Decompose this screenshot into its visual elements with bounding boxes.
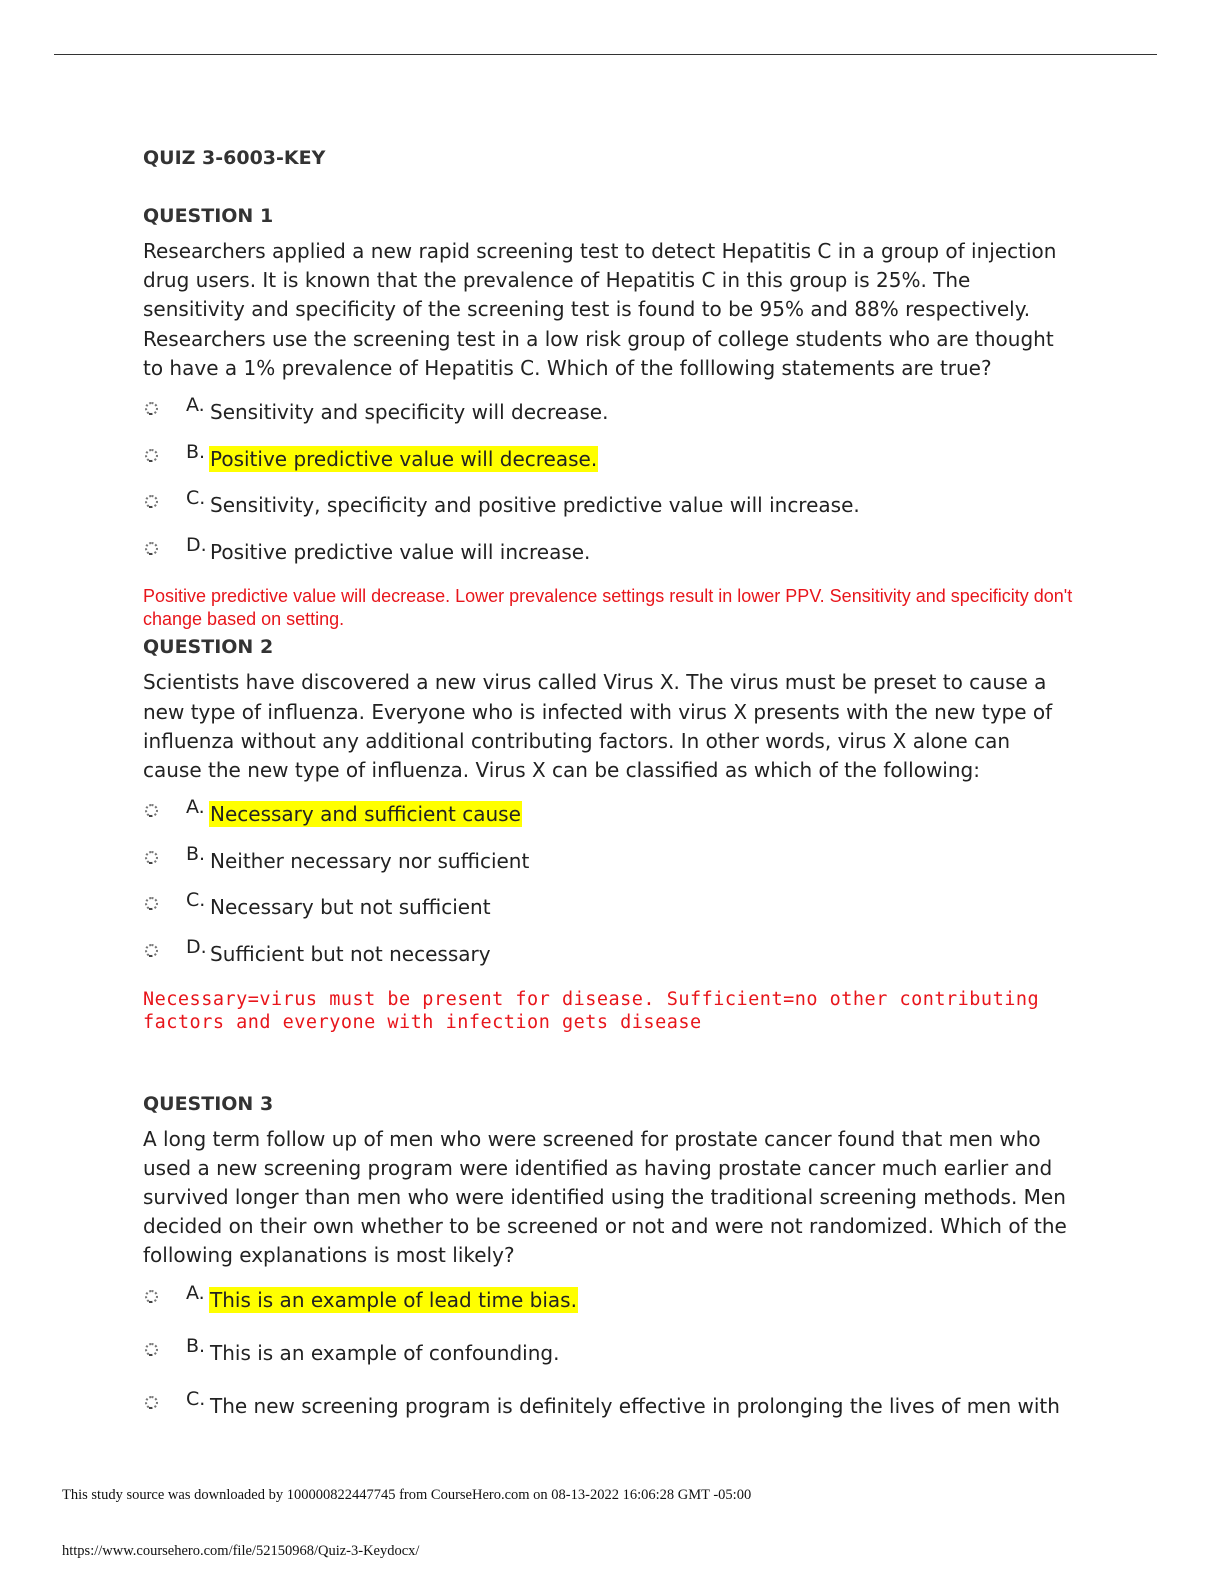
option-text: Necessary but not sufficient xyxy=(210,895,491,920)
option-list xyxy=(143,388,1073,574)
option-b[interactable] xyxy=(143,1329,1073,1382)
option-text: This is an example of confounding. xyxy=(210,1340,560,1365)
radio-button-icon[interactable] xyxy=(145,542,158,555)
option-text-highlighted: Positive predictive value will decrease. xyxy=(210,446,598,471)
option-letter: C. xyxy=(186,487,206,510)
answer-explanation: Necessary=virus must be present for disease. Sufficient=no other contributing factors and everyone with infection gets disease xyxy=(143,988,1040,1033)
option-letter: A. xyxy=(186,796,205,819)
option-a[interactable] xyxy=(143,790,1073,837)
option-list xyxy=(143,1276,1073,1429)
option-text: Sufficient but not necessary xyxy=(210,941,491,966)
option-a[interactable] xyxy=(143,1276,1073,1329)
radio-button-icon[interactable] xyxy=(145,944,158,957)
radio-button-icon[interactable] xyxy=(145,897,158,910)
quiz-content xyxy=(143,145,1073,1428)
question-3 xyxy=(143,1091,1073,1429)
option-text-highlighted: This is an example of lead time bias. xyxy=(210,1287,577,1312)
question-heading: QUESTION 2 xyxy=(143,636,274,659)
option-a[interactable] xyxy=(143,388,1073,435)
option-text: Neither necessary nor sufficient xyxy=(210,848,530,873)
option-letter: A. xyxy=(186,394,205,417)
page-title: QUIZ 3-6003-KEY xyxy=(143,147,326,169)
option-letter: C. xyxy=(186,889,206,912)
radio-button-icon[interactable] xyxy=(145,1290,158,1303)
option-text: Sensitivity and specificity will decrease. xyxy=(210,400,609,425)
answer-explanation: Positive predictive value will decrease. Lower prevalence settings result in lower PPV. Sensitivity and specificity don't change based on setting. xyxy=(143,586,1073,630)
option-text: Positive predictive value will increase. xyxy=(210,539,591,564)
option-letter: C. xyxy=(186,1387,206,1410)
radio-button-icon[interactable] xyxy=(145,1396,158,1409)
question-text: Researchers applied a new rapid screening test to detect Hepatitis C in a group of injection drug users. It is known that the prevalence of Hepatitis C in this group is 25%. The sensitivity and specificity of the screening test is found to be 95% and 88% respectively. Researchers use the screening test in a low risk group of college students who are thought to have a 1% prevalence of Hepatitis C. Which of the folllowing statements are true? xyxy=(143,239,1057,380)
option-text-highlighted: Necessary and sufficient cause xyxy=(210,802,521,827)
option-letter: B. xyxy=(186,440,206,463)
option-b[interactable] xyxy=(143,837,1073,884)
radio-button-icon[interactable] xyxy=(145,804,158,817)
option-letter: D. xyxy=(186,935,207,958)
option-letter: B. xyxy=(186,842,206,865)
radio-button-icon[interactable] xyxy=(145,1343,158,1356)
question-text: Scientists have discovered a new virus called Virus X. The virus must be preset to cause a new type of influenza. Everyone who is infected with virus X presents with the new type of influenza without any additional contributing factors. In other words, virus X alone can cause the new type of influenza. Virus X can be classified as which of the following: xyxy=(143,670,1053,782)
option-d[interactable] xyxy=(143,930,1073,977)
option-c[interactable] xyxy=(143,481,1073,528)
radio-button-icon[interactable] xyxy=(145,449,158,462)
option-list xyxy=(143,790,1073,976)
radio-button-icon[interactable] xyxy=(145,402,158,415)
download-notice: This study source was downloaded by 100000822447745 from CourseHero.com on 08-13-2022 16:06:28 GMT -05:00 xyxy=(62,1487,752,1503)
option-c[interactable] xyxy=(143,1382,1073,1429)
question-heading: QUESTION 3 xyxy=(143,1092,274,1115)
option-letter: B. xyxy=(186,1334,206,1357)
question-1 xyxy=(143,203,1073,631)
option-d[interactable] xyxy=(143,528,1073,575)
question-2 xyxy=(143,634,1073,1033)
source-url-link[interactable]: https://www.coursehero.com/file/52150968/Quiz-3-Keydocx/ xyxy=(62,1543,420,1559)
option-letter: D. xyxy=(186,533,207,556)
question-heading: QUESTION 1 xyxy=(143,205,274,227)
top-rule xyxy=(54,54,1157,55)
option-c[interactable] xyxy=(143,883,1073,930)
question-text: A long term follow up of men who were screened for prostate cancer found that men who used a new screening program were identified as having prostate cancer much earlier and survived longer than men who were identified using the traditional screening methods. Men decided on their own whether to be screened or not and were not randomized. Which of the following explanations is most likely? xyxy=(143,1126,1067,1268)
radio-button-icon[interactable] xyxy=(145,851,158,864)
option-text: Sensitivity, specificity and positive predictive value will increase. xyxy=(210,493,860,518)
option-letter: A. xyxy=(186,1281,205,1304)
option-text: The new screening program is definitely effective in prolonging the lives of men with xyxy=(210,1393,1060,1418)
option-b[interactable] xyxy=(143,435,1073,482)
radio-button-icon[interactable] xyxy=(145,495,158,508)
